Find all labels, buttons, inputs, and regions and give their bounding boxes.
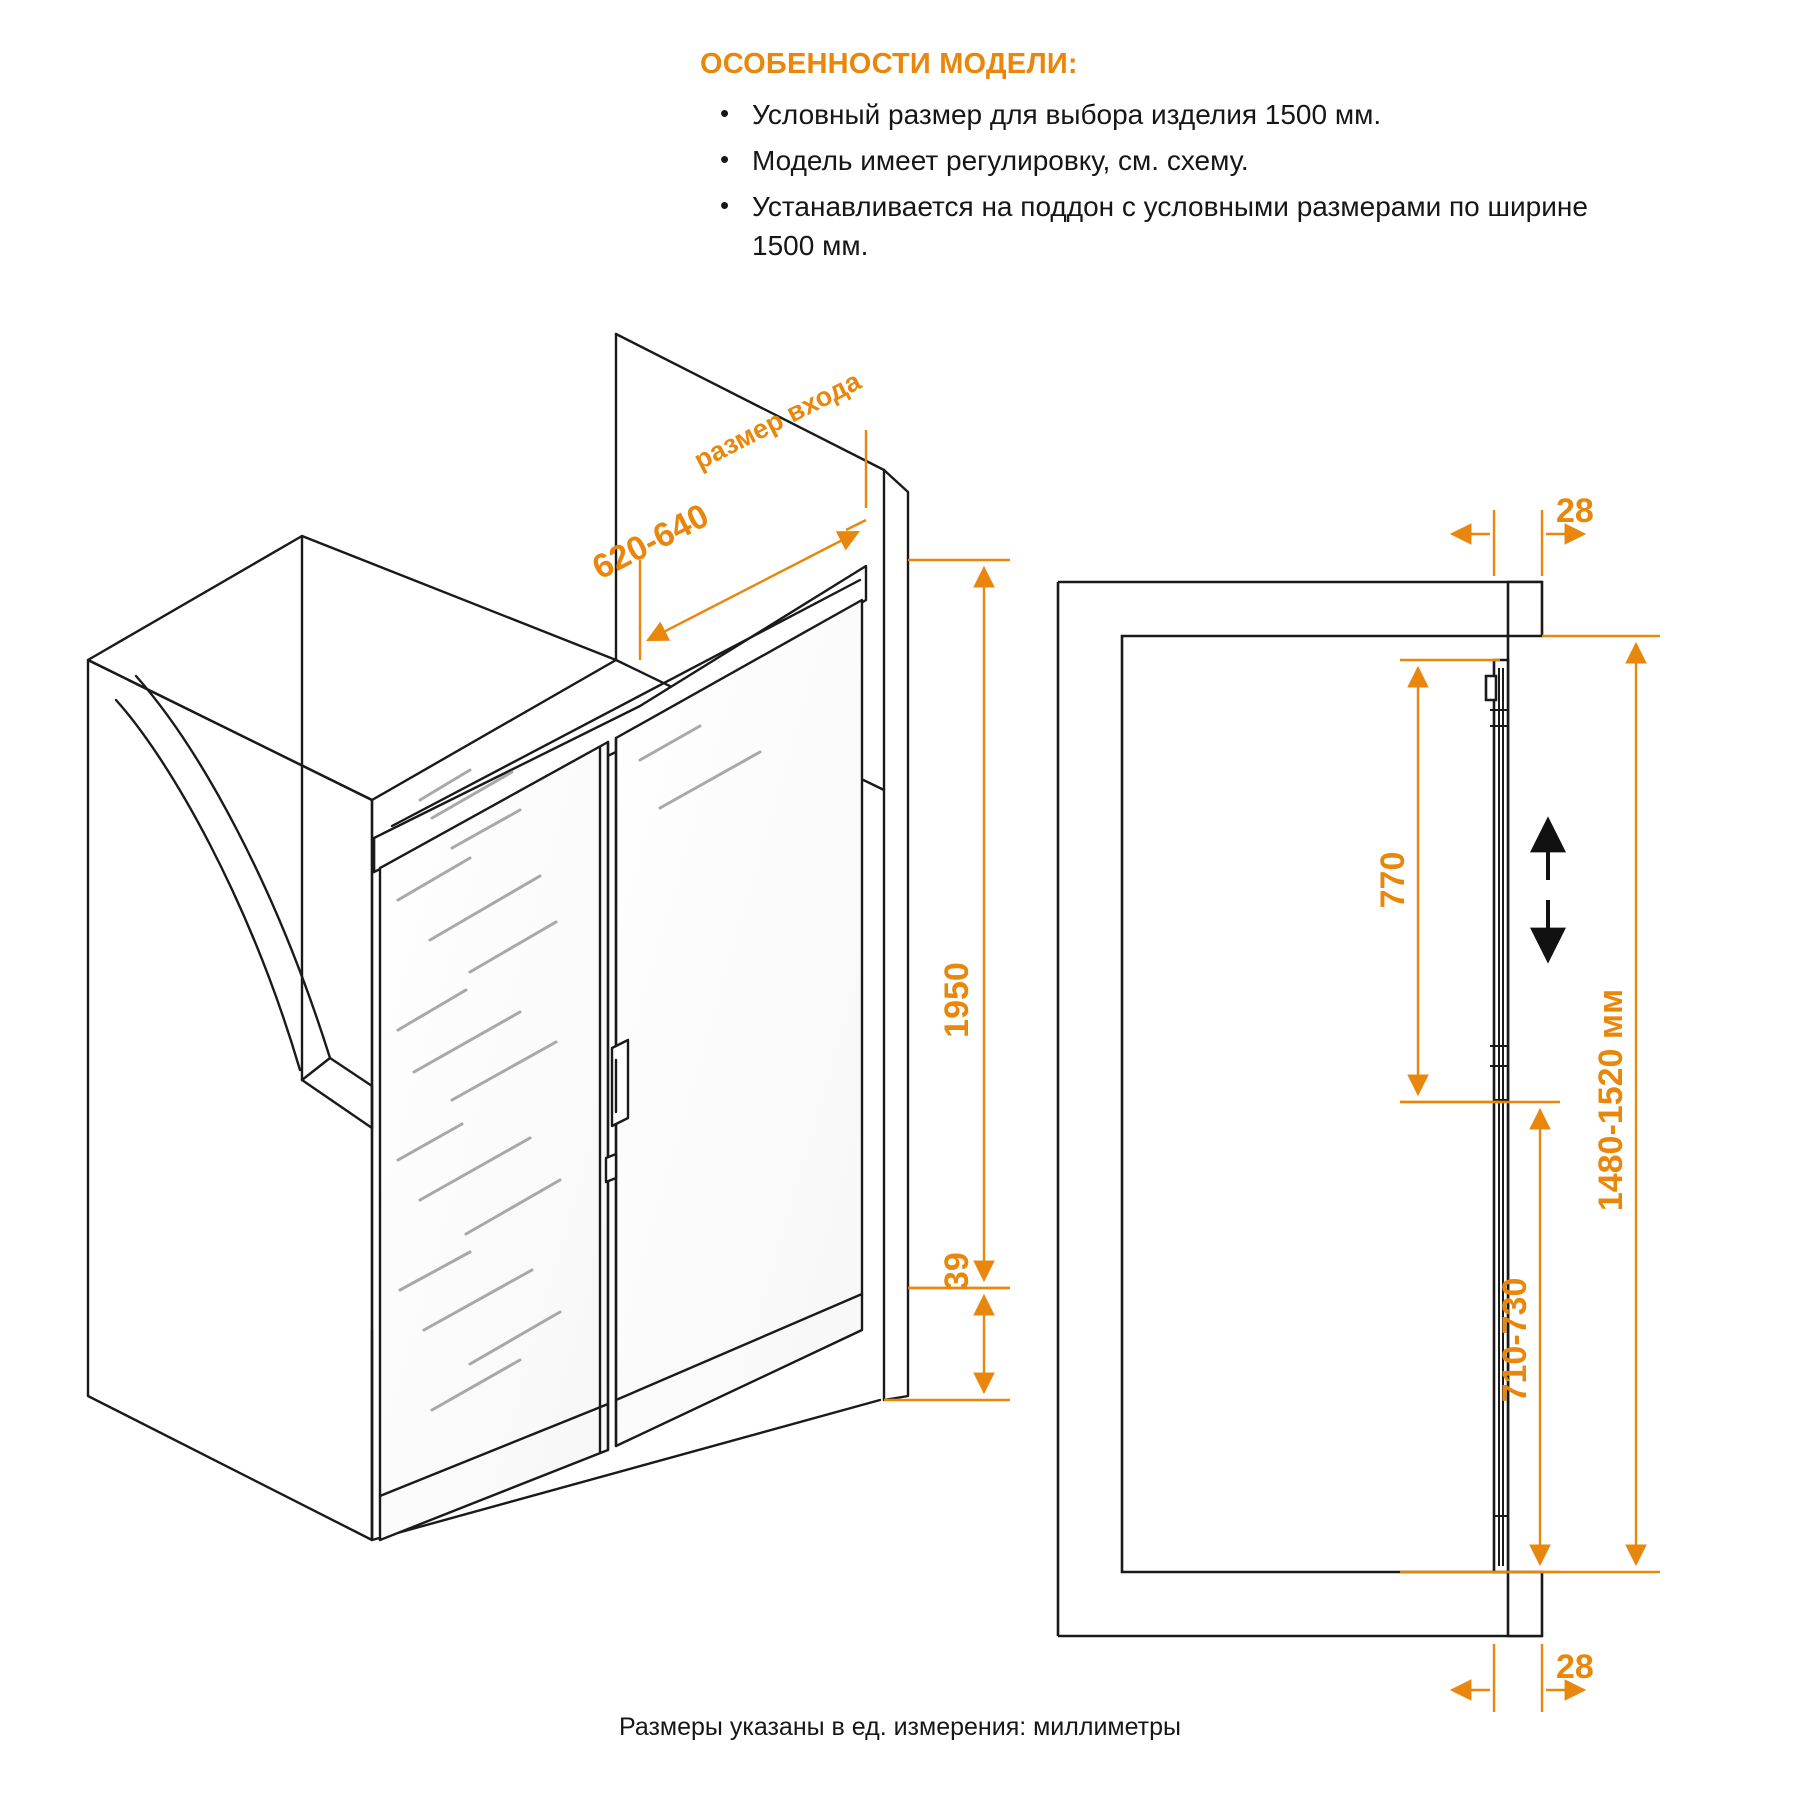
topview-block-top [1508, 582, 1542, 636]
door-glass-left [380, 742, 608, 1540]
tick [846, 520, 866, 530]
topview-block-bottom [1508, 1572, 1542, 1636]
panel-fixed-value: 770 [1374, 851, 1412, 909]
topview-profile [1494, 660, 1508, 1572]
bullet-icon: • [720, 189, 730, 220]
entrance-label: размер входа [689, 365, 866, 476]
apron-join [302, 1058, 330, 1080]
door-glass-right [616, 600, 862, 1446]
list-item-label: Условный размер для выбора изделия 1500 мм. [752, 99, 1382, 130]
features-title: ОСОБЕННОСТИ МОДЕЛИ: [700, 48, 1078, 80]
height-total-value: 1950 [938, 962, 976, 1038]
panel-adjust-value: 710-730 [1496, 1277, 1534, 1403]
bullet-icon: • [720, 143, 730, 174]
total-width-value: 1480-1520 мм [1592, 988, 1630, 1212]
door-fixing [606, 1154, 616, 1182]
right-pillar [884, 470, 908, 1400]
apron-join-3 [330, 1058, 372, 1086]
entrance-value: 620-640 [586, 496, 715, 588]
list-item-label: Модель имеет регулировку, см. схему. [752, 144, 1249, 176]
list-item-label: Устанавливается на поддон с условными размерами по ширине 1500 мм. [752, 190, 1588, 262]
height-base-value: 39 [938, 1252, 976, 1290]
topview-inner-rect [1122, 636, 1508, 1572]
apron-curve [116, 700, 300, 1070]
topview-fitting-top [1486, 676, 1496, 700]
bullet-icon: • [720, 98, 730, 128]
top-view [1058, 582, 1542, 1636]
footer-note: Размеры указаны в ед. измерения: миллиметры [619, 1713, 1181, 1741]
door-handle[interactable] [612, 1040, 628, 1126]
depth-bottom-value: 28 [1556, 1648, 1594, 1686]
apron-join-2 [302, 1080, 372, 1128]
front-perspective-view [88, 334, 908, 1540]
depth-top-value: 28 [1556, 492, 1594, 530]
